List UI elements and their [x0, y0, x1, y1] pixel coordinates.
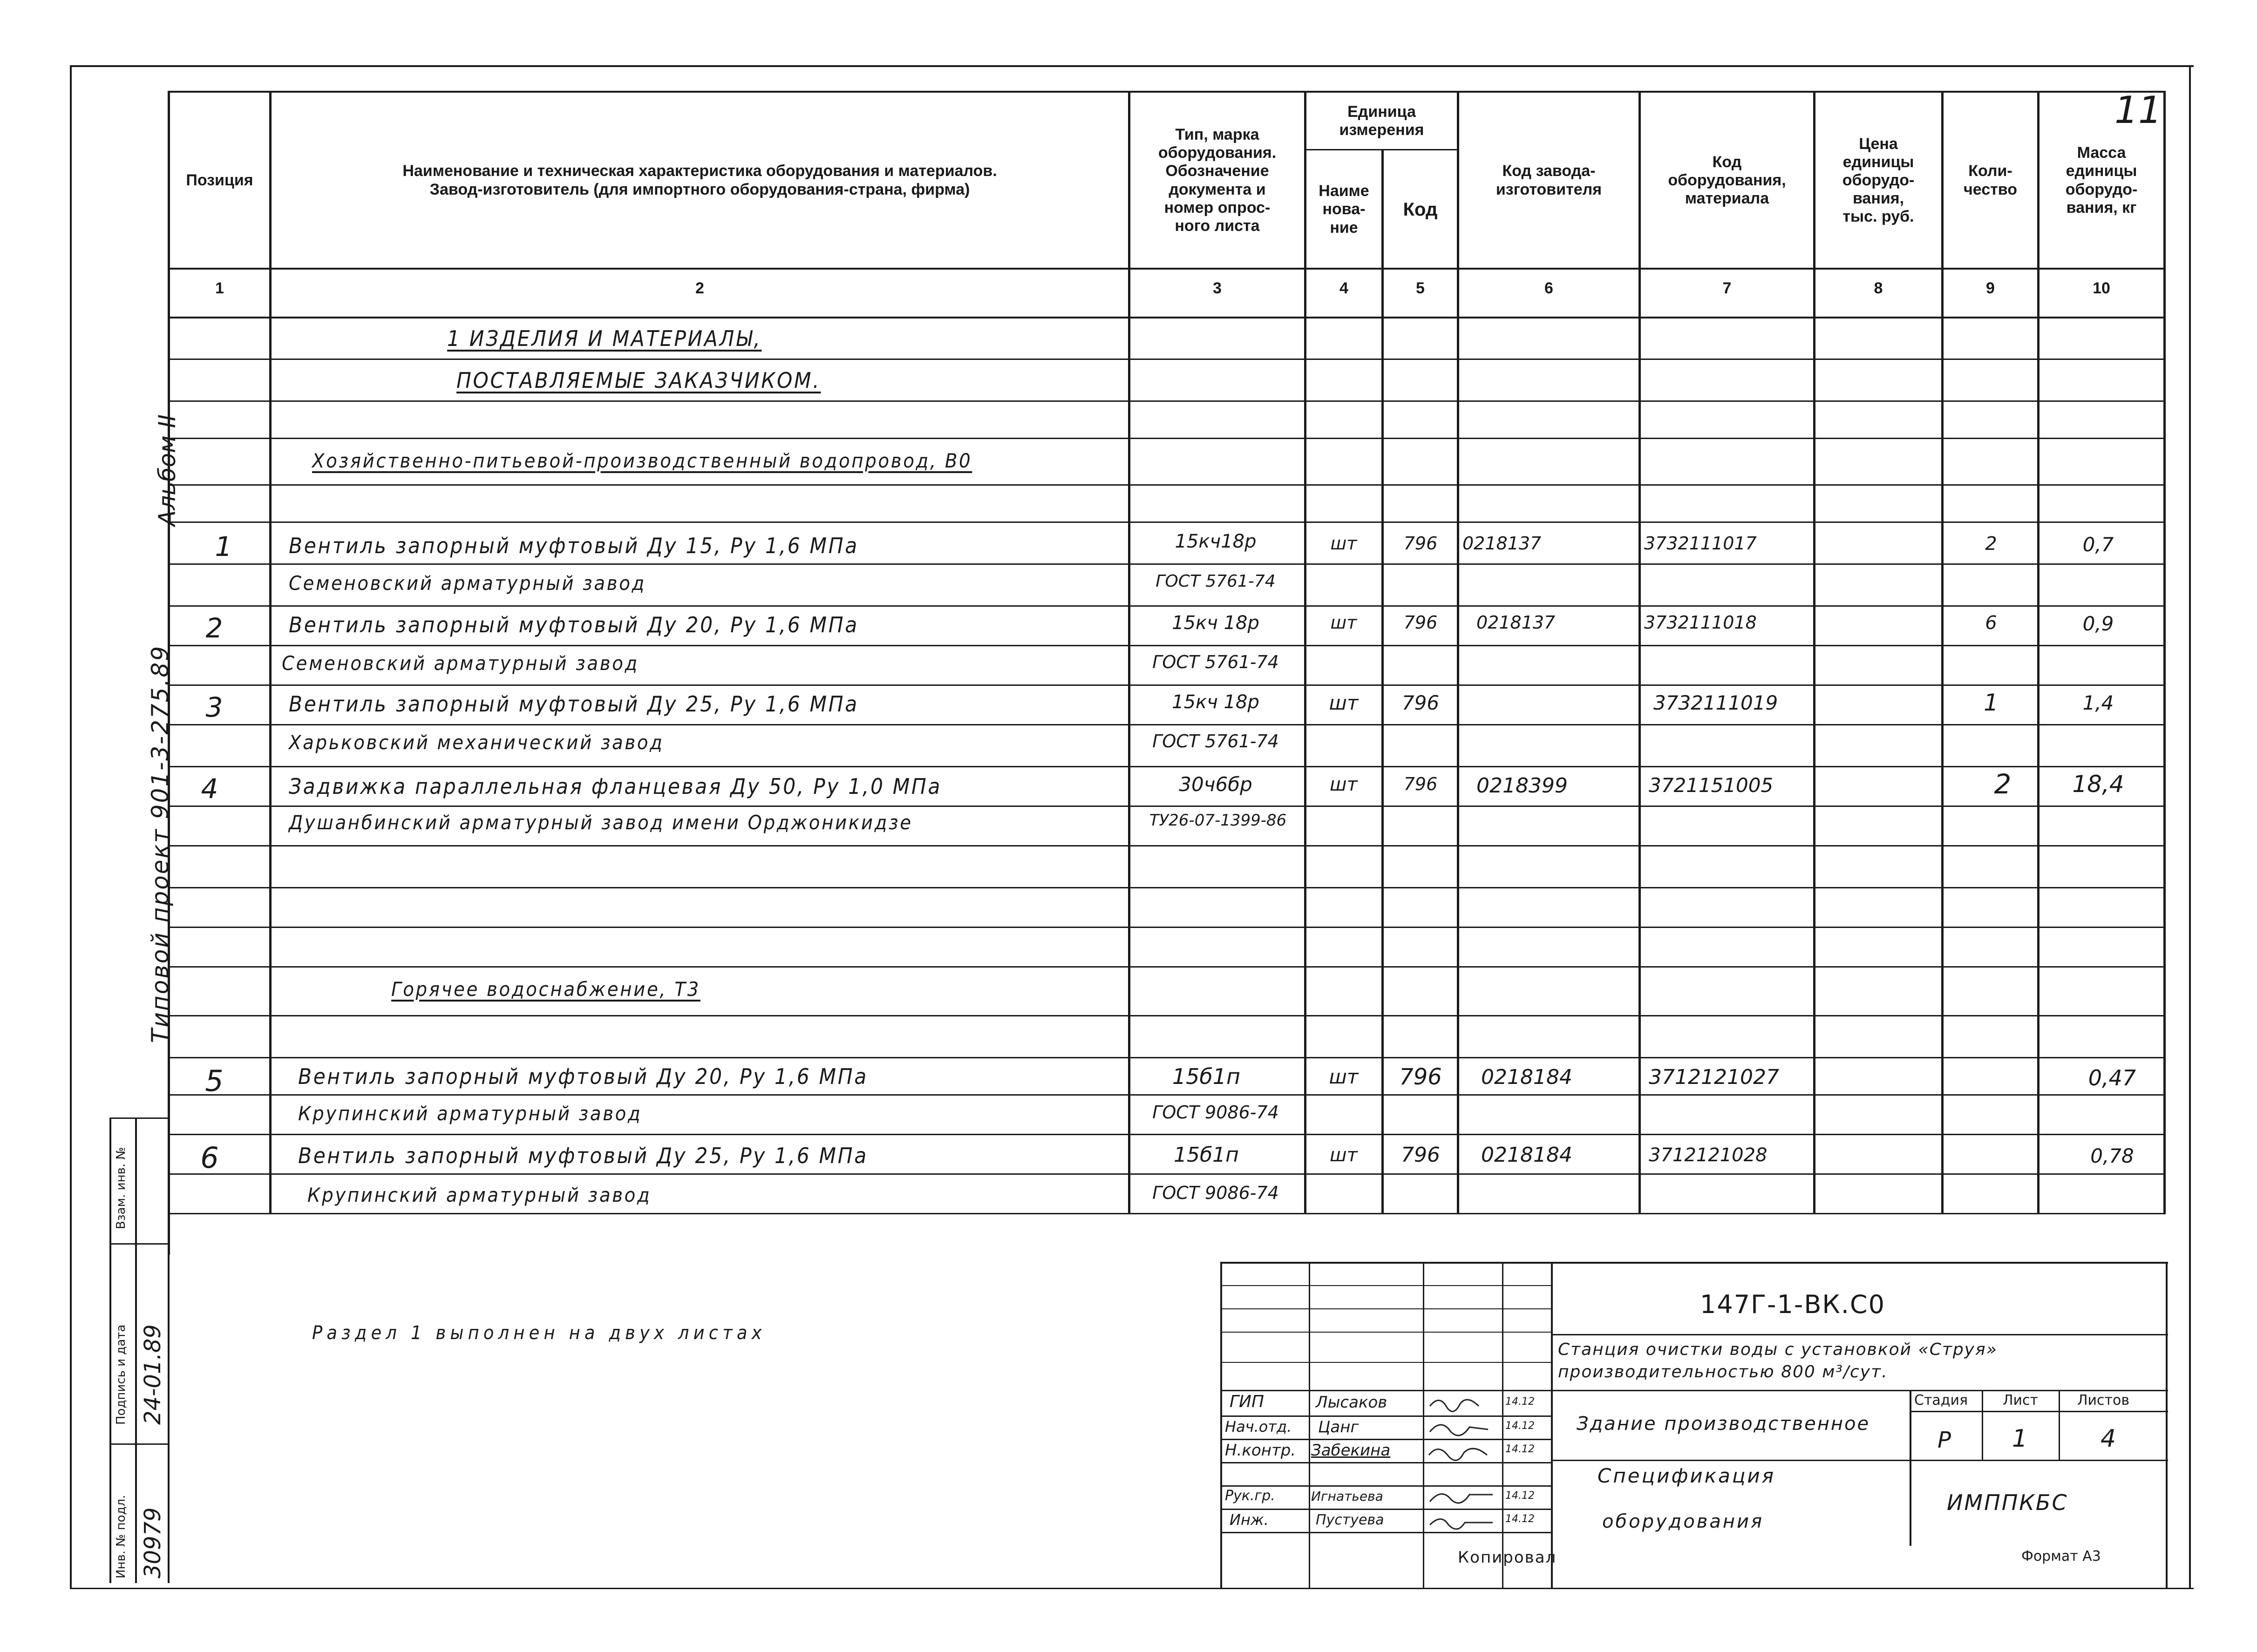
qty-cell: 2: [1985, 533, 1997, 555]
col-number: 5: [1416, 279, 1425, 297]
position-cell: 6: [200, 1141, 219, 1175]
qty-cell: 1: [1984, 689, 1999, 716]
role-label: Н.контр.: [1225, 1441, 1296, 1460]
role-label: Рук.гр.: [1225, 1488, 1275, 1504]
position-cell: 3: [205, 691, 223, 723]
col-number: 8: [1874, 279, 1883, 297]
equip-code-cell: 3732111017: [1644, 533, 1757, 554]
mass-cell: 0,47: [2088, 1065, 2136, 1090]
sheet-label: Лист: [2003, 1392, 2039, 1408]
position-cell: 2: [205, 612, 223, 644]
building-name: Здание производственное: [1577, 1413, 1870, 1435]
header-plant-code: Код завода- изготовителя: [1496, 162, 1602, 198]
sign-date: 14.12: [1505, 1420, 1535, 1432]
col-number: 7: [1722, 279, 1732, 297]
plant-code-cell: 0218184: [1481, 1143, 1572, 1167]
item-maker: Крупинский арматурный завод: [307, 1184, 652, 1206]
stamp-value: 24-01.89: [140, 1324, 166, 1425]
mass-cell: 0,7: [2082, 533, 2114, 556]
type-cell: 30ч6бр: [1179, 773, 1252, 796]
equip-code-cell: 3732111019: [1653, 691, 1778, 714]
qty-cell: 2: [1994, 768, 2012, 800]
header-price: Цена единицы оборудо- вания, тыс. руб.: [1842, 135, 1915, 226]
type-cell: 15б1п: [1172, 1064, 1241, 1089]
object-name: Станция очистки воды с установкой «Струя» производительностью 800 м³/сут.: [1558, 1340, 1998, 1381]
col-number: 4: [1339, 279, 1348, 297]
header-mass: Масса единицы оборудо- вания, кг: [2065, 144, 2138, 217]
unit-cell: шт: [1329, 691, 1359, 714]
sign-date: 14.12: [1505, 1443, 1535, 1455]
unit-code-cell: 796: [1403, 533, 1438, 554]
sign-date: 14.12: [1505, 1513, 1535, 1525]
sheets-label: Листов: [2077, 1392, 2130, 1408]
unit-code-cell: 796: [1399, 1064, 1442, 1090]
doc-cell: ГОСТ 9086-74: [1152, 1102, 1279, 1123]
subsection-title: Горячее водоснабжение, Т3: [391, 978, 700, 1001]
equip-code-cell: 3712121028: [1649, 1144, 1768, 1166]
item-maker: Семеновский арматурный завод: [282, 652, 639, 675]
type-cell: 15кч 18р: [1172, 612, 1259, 634]
stamp-value: 30979: [140, 1507, 166, 1578]
sign-date: 14.12: [1505, 1396, 1535, 1408]
position-cell: 1: [215, 531, 232, 562]
col-number: 2: [695, 279, 704, 297]
mass-cell: 18,4: [2072, 771, 2124, 798]
sheet-value: 1: [2012, 1425, 2028, 1453]
col-number: 1: [215, 279, 224, 297]
equip-code-cell: 3721151005: [1649, 774, 1774, 797]
type-cell: 15б1п: [1174, 1143, 1239, 1167]
item-name: Вентиль запорный муфтовый Ду 25, Ру 1,6 МПа: [289, 691, 859, 717]
doc-cell: ГОСТ 9086-74: [1152, 1183, 1279, 1203]
col-number: 3: [1213, 279, 1222, 297]
section-title: 1 ИЗДЕЛИЯ И МАТЕРИАЛЫ,: [447, 326, 762, 351]
item-maker: Харьковский механический завод: [289, 731, 664, 754]
item-name: Задвижка параллельная фланцевая Ду 50, Ру 1,0 МПа: [289, 774, 942, 799]
person-name: Лысаков: [1316, 1393, 1387, 1412]
item-name: Вентиль запорный муфтовый Ду 15, Ру 1,6 МПа: [289, 533, 859, 558]
stamp-label: Инв. № подл.: [114, 1495, 128, 1578]
sheets-value: 4: [2101, 1425, 2116, 1453]
type-cell: 15кч 18р: [1172, 691, 1259, 713]
section-title: ПОСТАВЛЯЕМЫЕ ЗАКАЗЧИКОМ.: [456, 368, 821, 393]
person-name: Пустуева: [1316, 1512, 1384, 1528]
header-type: Тип, марка оборудования. Обозначение документа и номер опрос- ного листа: [1158, 126, 1277, 235]
copied-label: Копировал: [1458, 1548, 1557, 1567]
mass-cell: 0,9: [2082, 612, 2114, 635]
stamp-label: Взам. инв. №: [114, 1147, 128, 1229]
doc-cell: ГОСТ 5761-74: [1152, 731, 1279, 752]
unit-code-cell: 796: [1403, 774, 1438, 794]
role-label: Инж.: [1230, 1511, 1269, 1529]
header-unit-code: Код: [1403, 199, 1438, 220]
document-title: оборудования: [1602, 1511, 1764, 1532]
unit-cell: шт: [1329, 1065, 1359, 1088]
unit-cell: шт: [1330, 612, 1357, 633]
album-label: Альбом II: [154, 414, 181, 526]
qty-cell: 6: [1985, 612, 1997, 634]
item-maker: Душанбинский арматурный завод имени Орджоникидзе: [289, 811, 913, 834]
doc-cell: ТУ26-07-1399-86: [1149, 811, 1287, 830]
item-name: Вентиль запорный муфтовый Ду 25, Ру 1,6 МПа: [298, 1143, 868, 1168]
mass-cell: 0,78: [2090, 1144, 2134, 1167]
header-equip-code: Код оборудования, материала: [1668, 153, 1786, 208]
mass-cell: 1,4: [2082, 691, 2114, 714]
unit-cell: шт: [1330, 533, 1357, 554]
item-maker: Семеновский арматурный завод: [289, 572, 646, 595]
col-number: 6: [1544, 279, 1553, 297]
signatures: [1425, 1392, 1502, 1532]
header-unit-name: Наиме нова- ние: [1319, 182, 1369, 237]
unit-cell: шт: [1330, 1144, 1358, 1166]
role-label: ГИП: [1230, 1392, 1264, 1411]
unit-code-cell: 796: [1401, 1143, 1440, 1167]
col-number: 9: [1986, 279, 1995, 297]
equip-code-cell: 3732111018: [1644, 612, 1757, 633]
role-label: Нач.отд.: [1225, 1418, 1292, 1435]
equip-code-cell: 3712121027: [1649, 1065, 1779, 1089]
organization: ИМППКБС: [1947, 1490, 2068, 1515]
unit-code-cell: 796: [1401, 691, 1440, 714]
item-maker: Крупинский арматурный завод: [298, 1102, 642, 1125]
section-note: Раздел 1 выполнен на двух листах: [312, 1322, 766, 1344]
header-quantity: Коли- чество: [1964, 162, 2017, 198]
stage-value: Р: [1937, 1427, 1951, 1453]
page-mark: 11: [2114, 88, 2162, 132]
plant-code-cell: 0218399: [1476, 774, 1568, 798]
position-cell: 4: [201, 773, 218, 805]
unit-code-cell: 796: [1403, 612, 1438, 633]
unit-cell: шт: [1330, 774, 1358, 795]
stage-label: Стадия: [1914, 1392, 1968, 1408]
item-name: Вентиль запорный муфтовый Ду 20, Ру 1,6 МПа: [289, 612, 859, 637]
item-name: Вентиль запорный муфтовый Ду 20, Ру 1,6 МПа: [298, 1064, 868, 1089]
subsection-title: Хозяйственно-питьевой-производственный водопровод, В0: [312, 449, 972, 472]
document-title: Спецификация: [1598, 1464, 1775, 1487]
doc-cell: ГОСТ 5761-74: [1152, 652, 1279, 672]
plant-code-cell: 0218137: [1476, 612, 1556, 633]
document-code: 147Г-1-ВК.С0: [1700, 1290, 1885, 1319]
header-unit: Единица измерения: [1339, 102, 1424, 139]
type-cell: 15кч18р: [1175, 531, 1257, 552]
doc-cell: ГОСТ 5761-74: [1156, 572, 1276, 591]
col-number: 10: [2093, 279, 2110, 297]
person-name: Цанг: [1318, 1418, 1359, 1436]
format-label: Формат А3: [2021, 1548, 2101, 1564]
stamp-label: Подпись и дата: [114, 1324, 128, 1425]
plant-code-cell: 0218137: [1462, 533, 1542, 554]
sign-date: 14.12: [1505, 1490, 1535, 1502]
person-name: Игнатьева: [1311, 1489, 1383, 1504]
header-position: Позиция: [186, 171, 253, 189]
plant-code-cell: 0218184: [1481, 1065, 1572, 1089]
position-cell: 5: [205, 1064, 224, 1098]
person-name: Забекина: [1311, 1441, 1391, 1460]
project-label: Типовой проект 901-3-275.89: [147, 644, 174, 1043]
header-name: Наименование и техническая характеристика оборудования и материалов. Завод-изготовитель (для импортного оборудования-страна, фирма): [402, 162, 997, 198]
